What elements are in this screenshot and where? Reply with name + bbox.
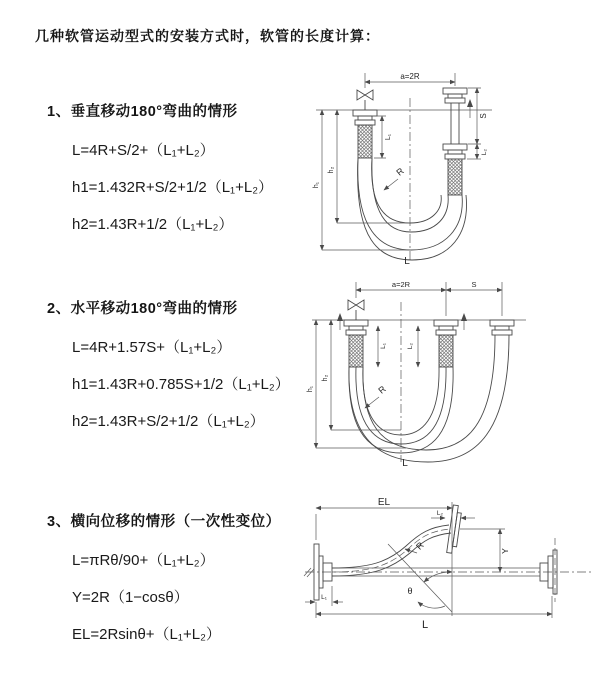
dimension-a2r	[356, 280, 502, 316]
dim-label-s: S	[479, 113, 488, 119]
dim-label-l2: L₂	[436, 510, 444, 517]
right-pipe-connector	[443, 88, 467, 195]
vertical-u-bend-diagram	[310, 60, 590, 266]
formula-line: h1=1.432R+S/2+1/2（L₁+L₂）	[72, 179, 274, 196]
lateral-displacement-diagram	[300, 494, 598, 646]
displaced-pipe-connector	[490, 320, 514, 335]
page-title: 几种软管运动型式的安装方式时，软管的长度计算：	[35, 28, 380, 44]
formula-line: h2=1.43R+S/2+1/2（L₁+L₂）	[72, 413, 265, 430]
radius-callout	[405, 540, 426, 553]
dim-label-h2: h₂	[322, 374, 329, 382]
displaced-flange	[447, 505, 463, 554]
dim-label-l1: L₁	[380, 343, 387, 349]
motion-up-arrow	[467, 99, 473, 118]
braided-hose-segment	[439, 335, 453, 367]
angle-theta-label: θ	[407, 586, 413, 596]
section-2-heading: 2、水平移动180°弯曲的情形	[47, 301, 238, 317]
section-horizontal-movement	[47, 297, 332, 439]
dimension-l	[316, 596, 552, 631]
dim-label-h1: h₁	[307, 385, 314, 393]
dimension-l2	[407, 326, 418, 367]
braided-hose-segment	[349, 335, 363, 367]
formula-line: L=πRθ/90+（L₁+L₂）	[72, 552, 215, 569]
radius-label: R	[376, 383, 388, 396]
section-1-heading: 1、垂直移动180°弯曲的情形	[47, 104, 238, 120]
dimension-l1	[305, 586, 343, 606]
section-lateral-displacement	[47, 510, 332, 652]
valve-icon	[348, 300, 364, 320]
original-position-hose	[332, 538, 557, 602]
dim-label-l1: L₁	[321, 594, 327, 601]
angle-theta-construction	[388, 544, 452, 612]
dimension-y	[460, 529, 510, 572]
dim-label-l1: L₁	[385, 133, 392, 141]
formula-line: Y=2R（1−cosθ）	[72, 589, 189, 606]
length-label: L	[402, 458, 408, 468]
section-3-heading: 3、横向位移的情形（一次性变位）	[47, 514, 281, 530]
radius-label: R	[414, 540, 426, 552]
dimension-s	[446, 280, 502, 290]
formula-line: h2=1.43R+1/2（L₁+L₂）	[72, 216, 234, 233]
length-label: L	[404, 256, 410, 266]
formula-line: EL=2Rsinθ+（L₁+L₂）	[72, 626, 221, 643]
formula-line: L=4R+S/2+（L₁+L₂）	[72, 142, 215, 159]
dim-label-a2r: a=2R	[391, 280, 411, 289]
braided-hose-segment	[358, 125, 372, 158]
dim-label-h1: h₁	[313, 181, 320, 189]
dimension-l2	[467, 144, 488, 159]
dimension-a2r	[365, 72, 455, 88]
valve-icon	[357, 90, 373, 110]
dim-label-h2: h₂	[328, 166, 335, 174]
dimension-s	[468, 88, 488, 144]
dim-label-s: S	[471, 280, 477, 289]
middle-pipe-connector	[434, 320, 458, 367]
dimension-l1	[378, 326, 387, 367]
dim-label-l2: L₂	[407, 342, 414, 350]
dim-label-y: Y	[500, 548, 510, 554]
section-vertical-movement	[47, 100, 332, 242]
radius-label: R	[394, 165, 406, 178]
formula-line: L=4R+1.57S+（L₁+L₂）	[72, 339, 232, 356]
dimension-l2	[431, 510, 475, 518]
braided-hose-segment	[448, 159, 462, 195]
left-pipe-connector	[344, 320, 368, 367]
radius-callout	[384, 165, 406, 190]
horizontal-u-bend-diagram	[306, 274, 594, 468]
dim-label-l: L	[421, 619, 429, 631]
dimension-el	[316, 497, 452, 616]
left-pipe-connector	[353, 110, 377, 158]
formula-line: h1=1.43R+0.785S+1/2（L₁+L₂）	[72, 376, 290, 393]
motion-up-arrow	[337, 313, 467, 330]
dim-label-el: EL	[377, 497, 391, 508]
break-mark	[304, 568, 314, 577]
dim-label-a2r: a=2R	[400, 72, 420, 81]
u-bend-hose-displaced	[349, 335, 509, 462]
dimension-l1	[374, 116, 392, 158]
radius-callout	[365, 383, 388, 408]
dim-label-l2: L₂	[481, 148, 488, 156]
